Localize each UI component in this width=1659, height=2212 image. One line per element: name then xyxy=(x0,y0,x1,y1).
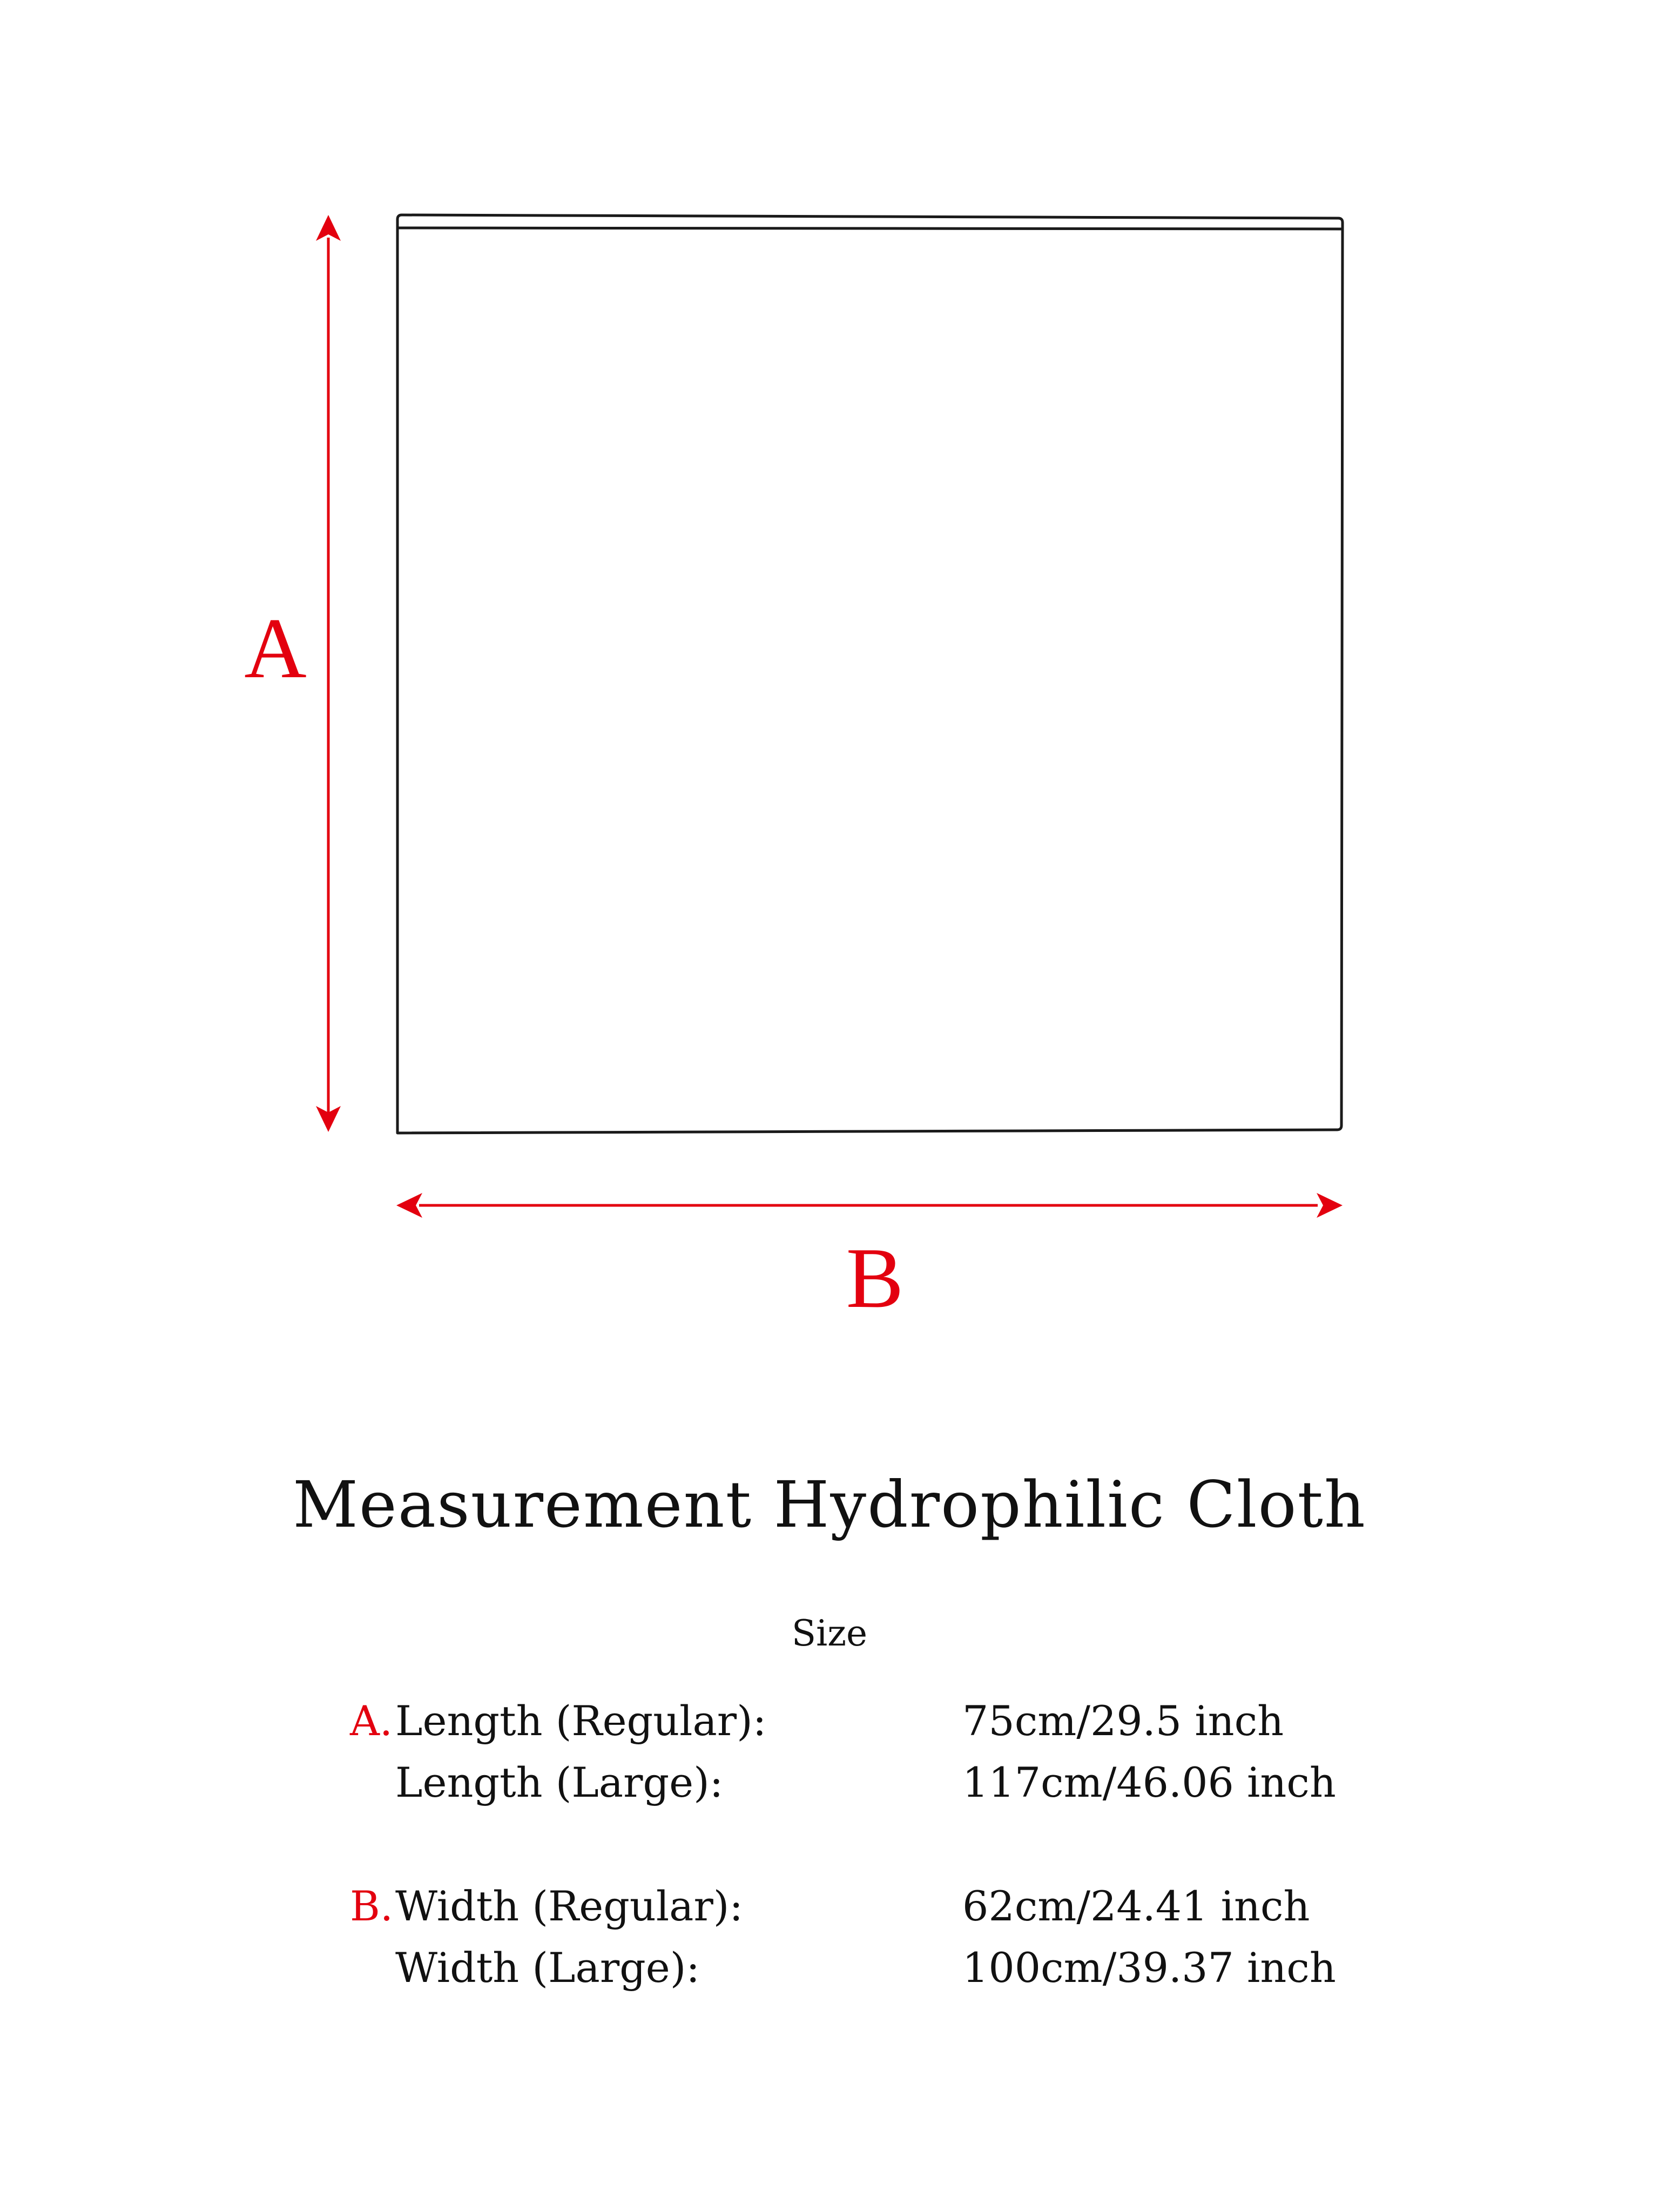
measurement-group-a xyxy=(350,1690,1430,1813)
dimension-b-arrow xyxy=(396,1193,1343,1218)
measurement-row xyxy=(350,1876,1430,1937)
size-heading: Size xyxy=(791,1613,868,1654)
measurement-value: 100cm/39.37 inch xyxy=(962,1944,1336,1992)
measurement-group-b xyxy=(350,1876,1430,1999)
dimension-a-label: A xyxy=(244,600,307,696)
measurement-value: 62cm/24.41 inch xyxy=(962,1882,1310,1930)
measurement-row xyxy=(350,1690,1430,1752)
dimension-b-label: B xyxy=(846,1230,904,1326)
measurement-value: 75cm/29.5 inch xyxy=(962,1697,1284,1745)
measurement-list xyxy=(350,1690,1430,2061)
cloth-hem-line xyxy=(397,228,1343,229)
measurement-row xyxy=(350,1937,1430,1999)
page-title: Measurement Hydrophilic Cloth xyxy=(293,1467,1366,1542)
measurement-label: Length (Large): xyxy=(395,1758,724,1806)
measurement-value: 117cm/46.06 inch xyxy=(962,1758,1336,1806)
measurement-letter: B. xyxy=(350,1882,394,1930)
dimension-a-arrow xyxy=(316,215,341,1132)
cloth-outline xyxy=(397,215,1343,1133)
measurement-label: Width (Regular): xyxy=(395,1882,744,1930)
measurement-letter: A. xyxy=(350,1697,393,1745)
measurement-label: Length (Regular): xyxy=(395,1697,767,1745)
measurement-row xyxy=(350,1752,1430,1813)
measurement-label: Width (Large): xyxy=(395,1944,700,1992)
